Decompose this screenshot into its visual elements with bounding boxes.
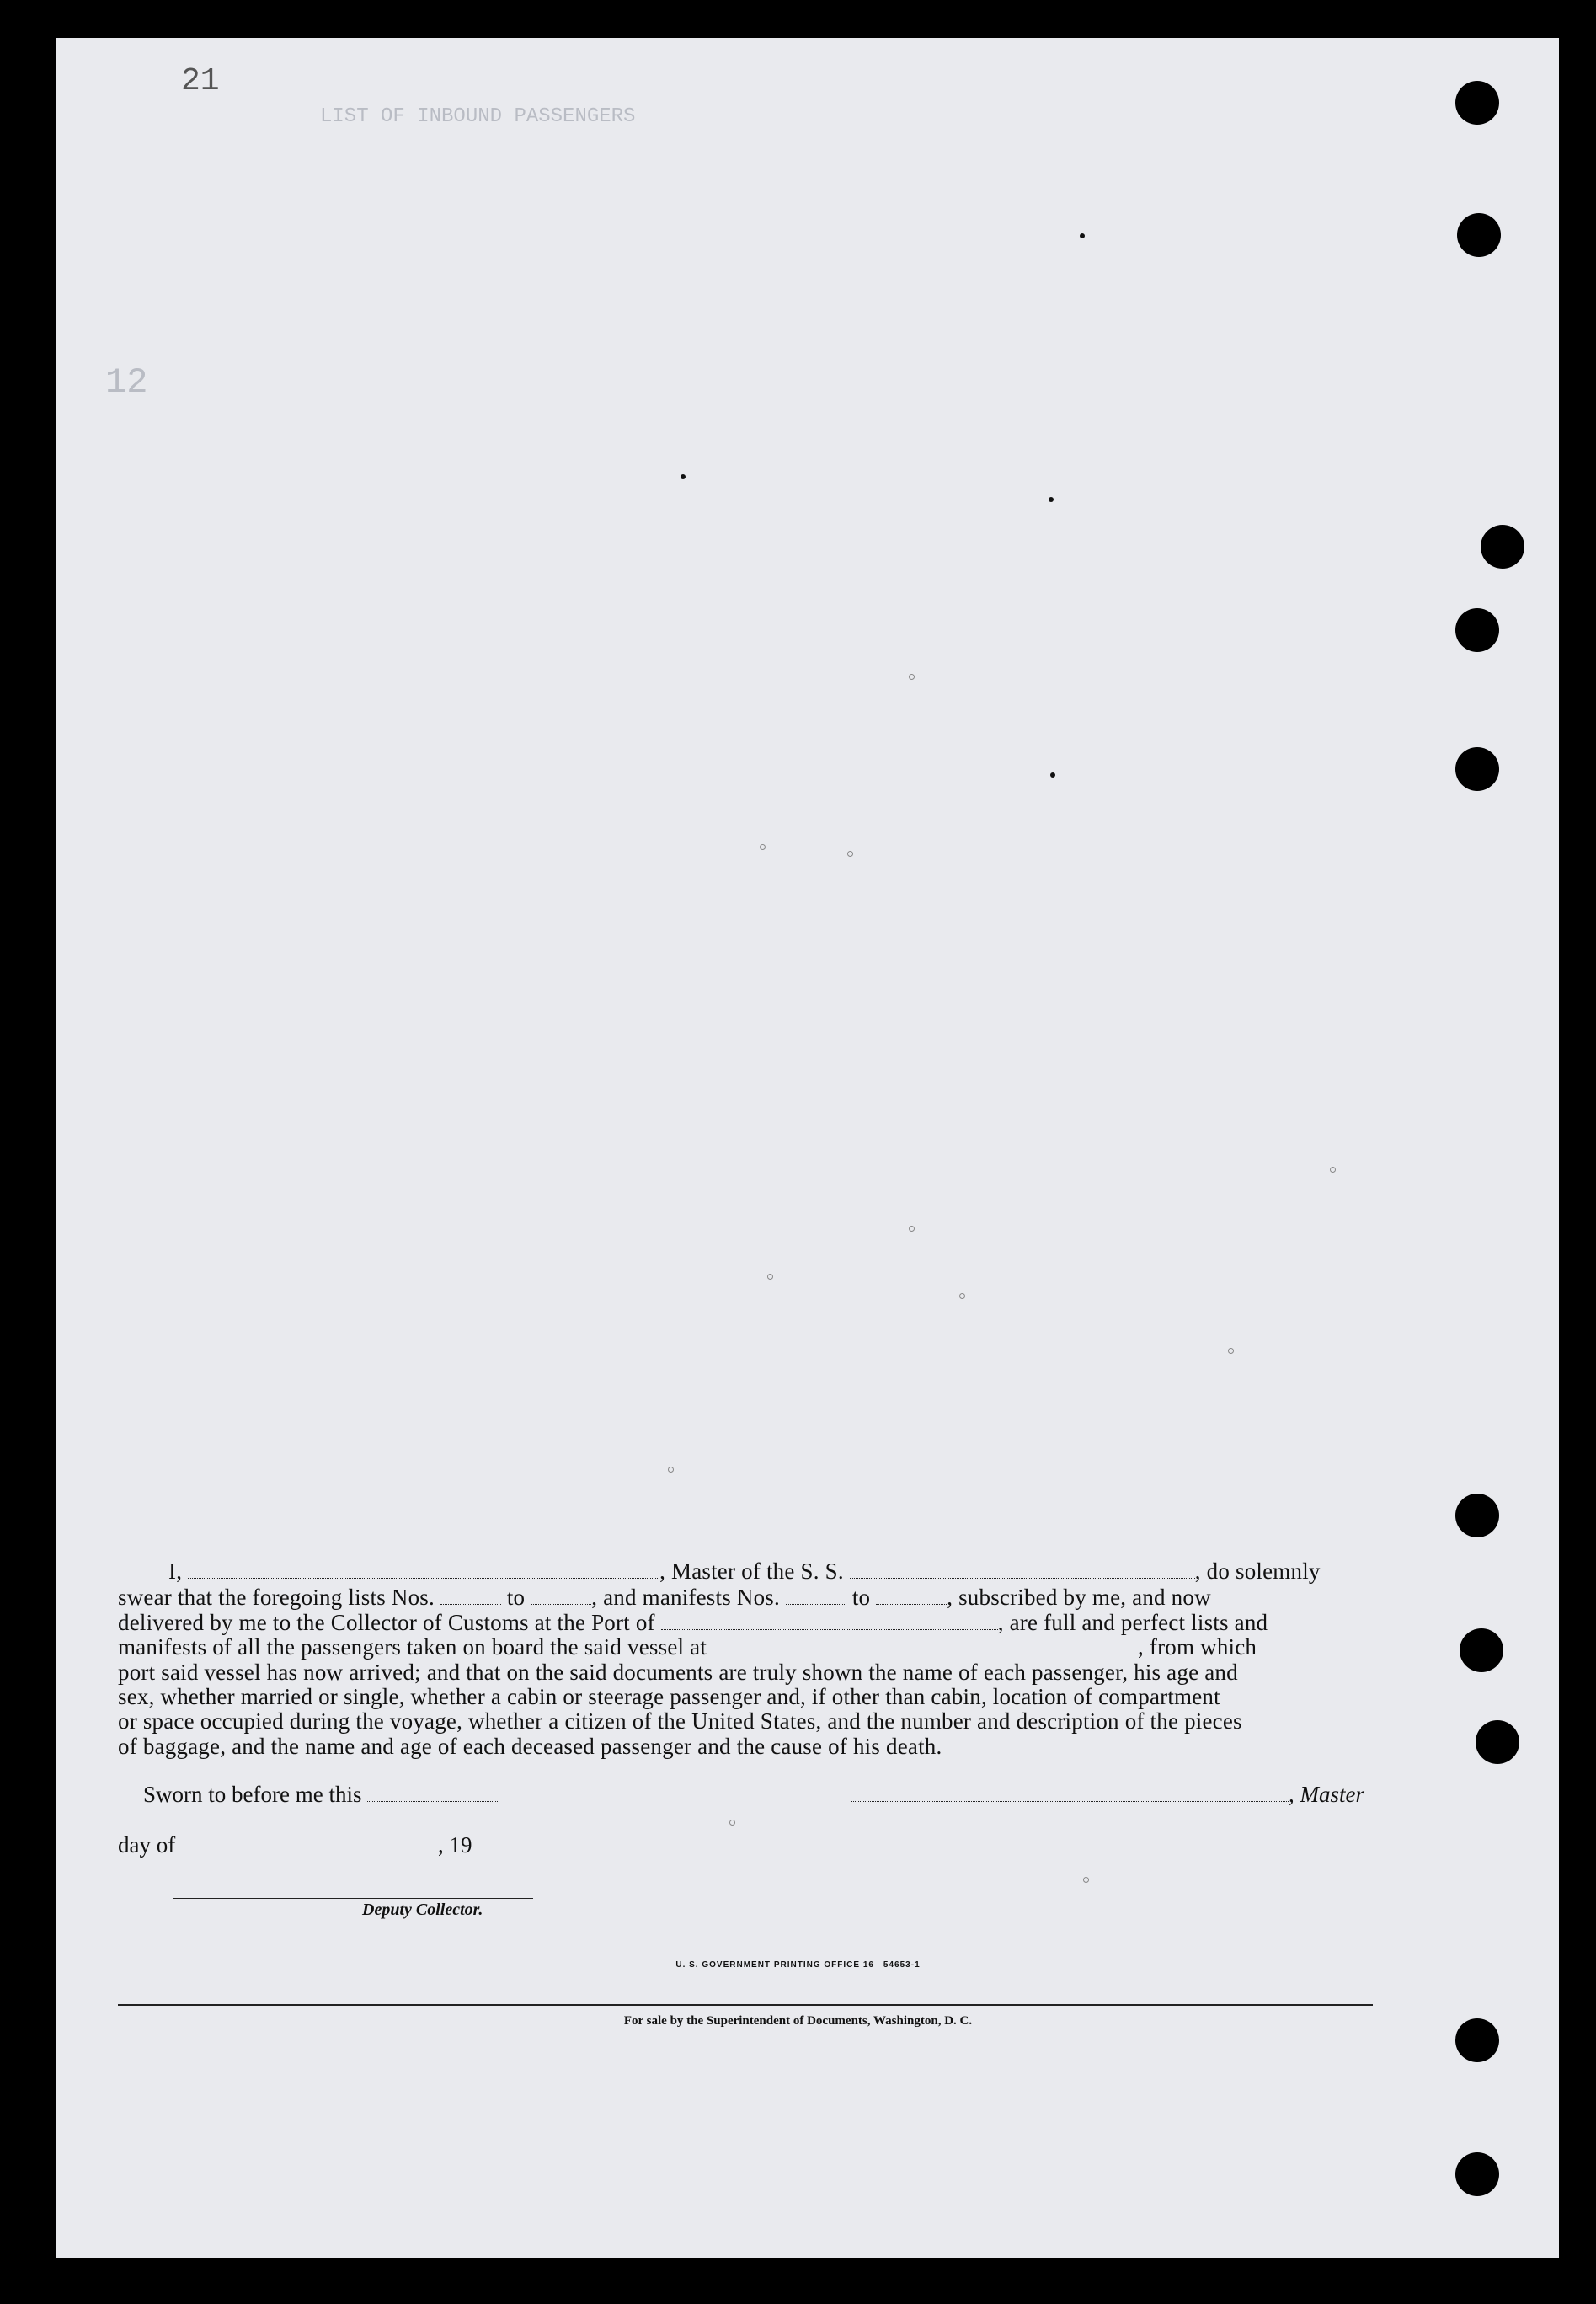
speck: [767, 1274, 773, 1280]
speck: [668, 1467, 674, 1473]
speck: [729, 1820, 735, 1826]
speck: [760, 844, 766, 850]
punch-hole: [1481, 525, 1524, 569]
master-signature-blank: [851, 1786, 1289, 1802]
speck: [847, 851, 853, 857]
port-blank: [661, 1614, 998, 1630]
list-from-blank: [440, 1589, 501, 1605]
manifest-to-blank: [876, 1589, 947, 1605]
deputy-signature-line: [173, 1898, 533, 1899]
speck: [1083, 1877, 1089, 1883]
footer-rule: [118, 2004, 1373, 2006]
punch-hole: [1457, 213, 1501, 257]
list-to-blank: [531, 1589, 591, 1605]
printing-office-imprint: U. S. GOVERNMENT PRINTING OFFICE 16—54653-1: [675, 1960, 921, 1970]
speck: [1080, 233, 1085, 238]
punch-hole: [1455, 2152, 1499, 2196]
speck: [959, 1293, 965, 1299]
bleed-number: 12: [105, 362, 148, 403]
day-of-line: day of , 19: [118, 1832, 510, 1858]
bleed-number: 21: [181, 63, 220, 99]
month-blank: [181, 1836, 438, 1852]
speck: [909, 1226, 915, 1232]
deputy-collector-label: Deputy Collector.: [362, 1900, 483, 1919]
speck: [681, 474, 686, 479]
punch-hole: [1455, 608, 1499, 652]
punch-hole: [1455, 1494, 1499, 1537]
sworn-date-blank: [367, 1786, 498, 1802]
speck: [1330, 1167, 1336, 1173]
embarkation-port-blank: [713, 1638, 1138, 1654]
sale-notice: For sale by the Superintendent of Documents, Washington, D. C.: [623, 2014, 973, 2028]
oath-line-8: of baggage, and the name and age of each deceased passenger and the cause of his death.: [118, 1734, 942, 1759]
master-signature: , Master: [851, 1782, 1364, 1808]
master-name-blank: [188, 1563, 659, 1579]
speck: [1228, 1348, 1234, 1354]
punch-hole: [1460, 1628, 1503, 1672]
punch-hole: [1455, 81, 1499, 125]
oath-line-1: I, , Master of the S. S. , do solemnly: [168, 1558, 1321, 1584]
oath-line-4: manifests of all the passengers taken on board the said vessel at , from which: [118, 1634, 1257, 1660]
manifest-from-blank: [786, 1589, 846, 1605]
punch-hole: [1455, 747, 1499, 791]
year-blank: [478, 1836, 510, 1852]
speck: [1050, 772, 1055, 778]
speck: [1049, 497, 1054, 502]
oath-line-2: swear that the foregoing lists Nos. to , and manifests Nos. to , subscribed by me, and now: [118, 1585, 1211, 1610]
oath-line-6: sex, whether married or single, whether a cabin or steerage passenger and, if other than cabin, location of compartment: [118, 1684, 1220, 1709]
speck: [909, 674, 915, 680]
punch-hole: [1476, 1720, 1519, 1764]
ship-name-blank: [850, 1563, 1195, 1579]
sworn-label: Sworn to before me this: [143, 1782, 498, 1808]
oath-line-7: or space occupied during the voyage, whether a citizen of the United States, and the number and description of the pieces: [118, 1708, 1242, 1734]
bleed-heading: LIST OF INBOUND PASSENGERS: [320, 105, 636, 128]
oath-line-5: port said vessel has now arrived; and that on the said documents are truly shown the name of each passenger, his age and: [118, 1660, 1238, 1685]
oath-line-3: delivered by me to the Collector of Customs at the Port of , are full and perfect lists and: [118, 1610, 1268, 1635]
document-page: [56, 38, 1559, 2258]
